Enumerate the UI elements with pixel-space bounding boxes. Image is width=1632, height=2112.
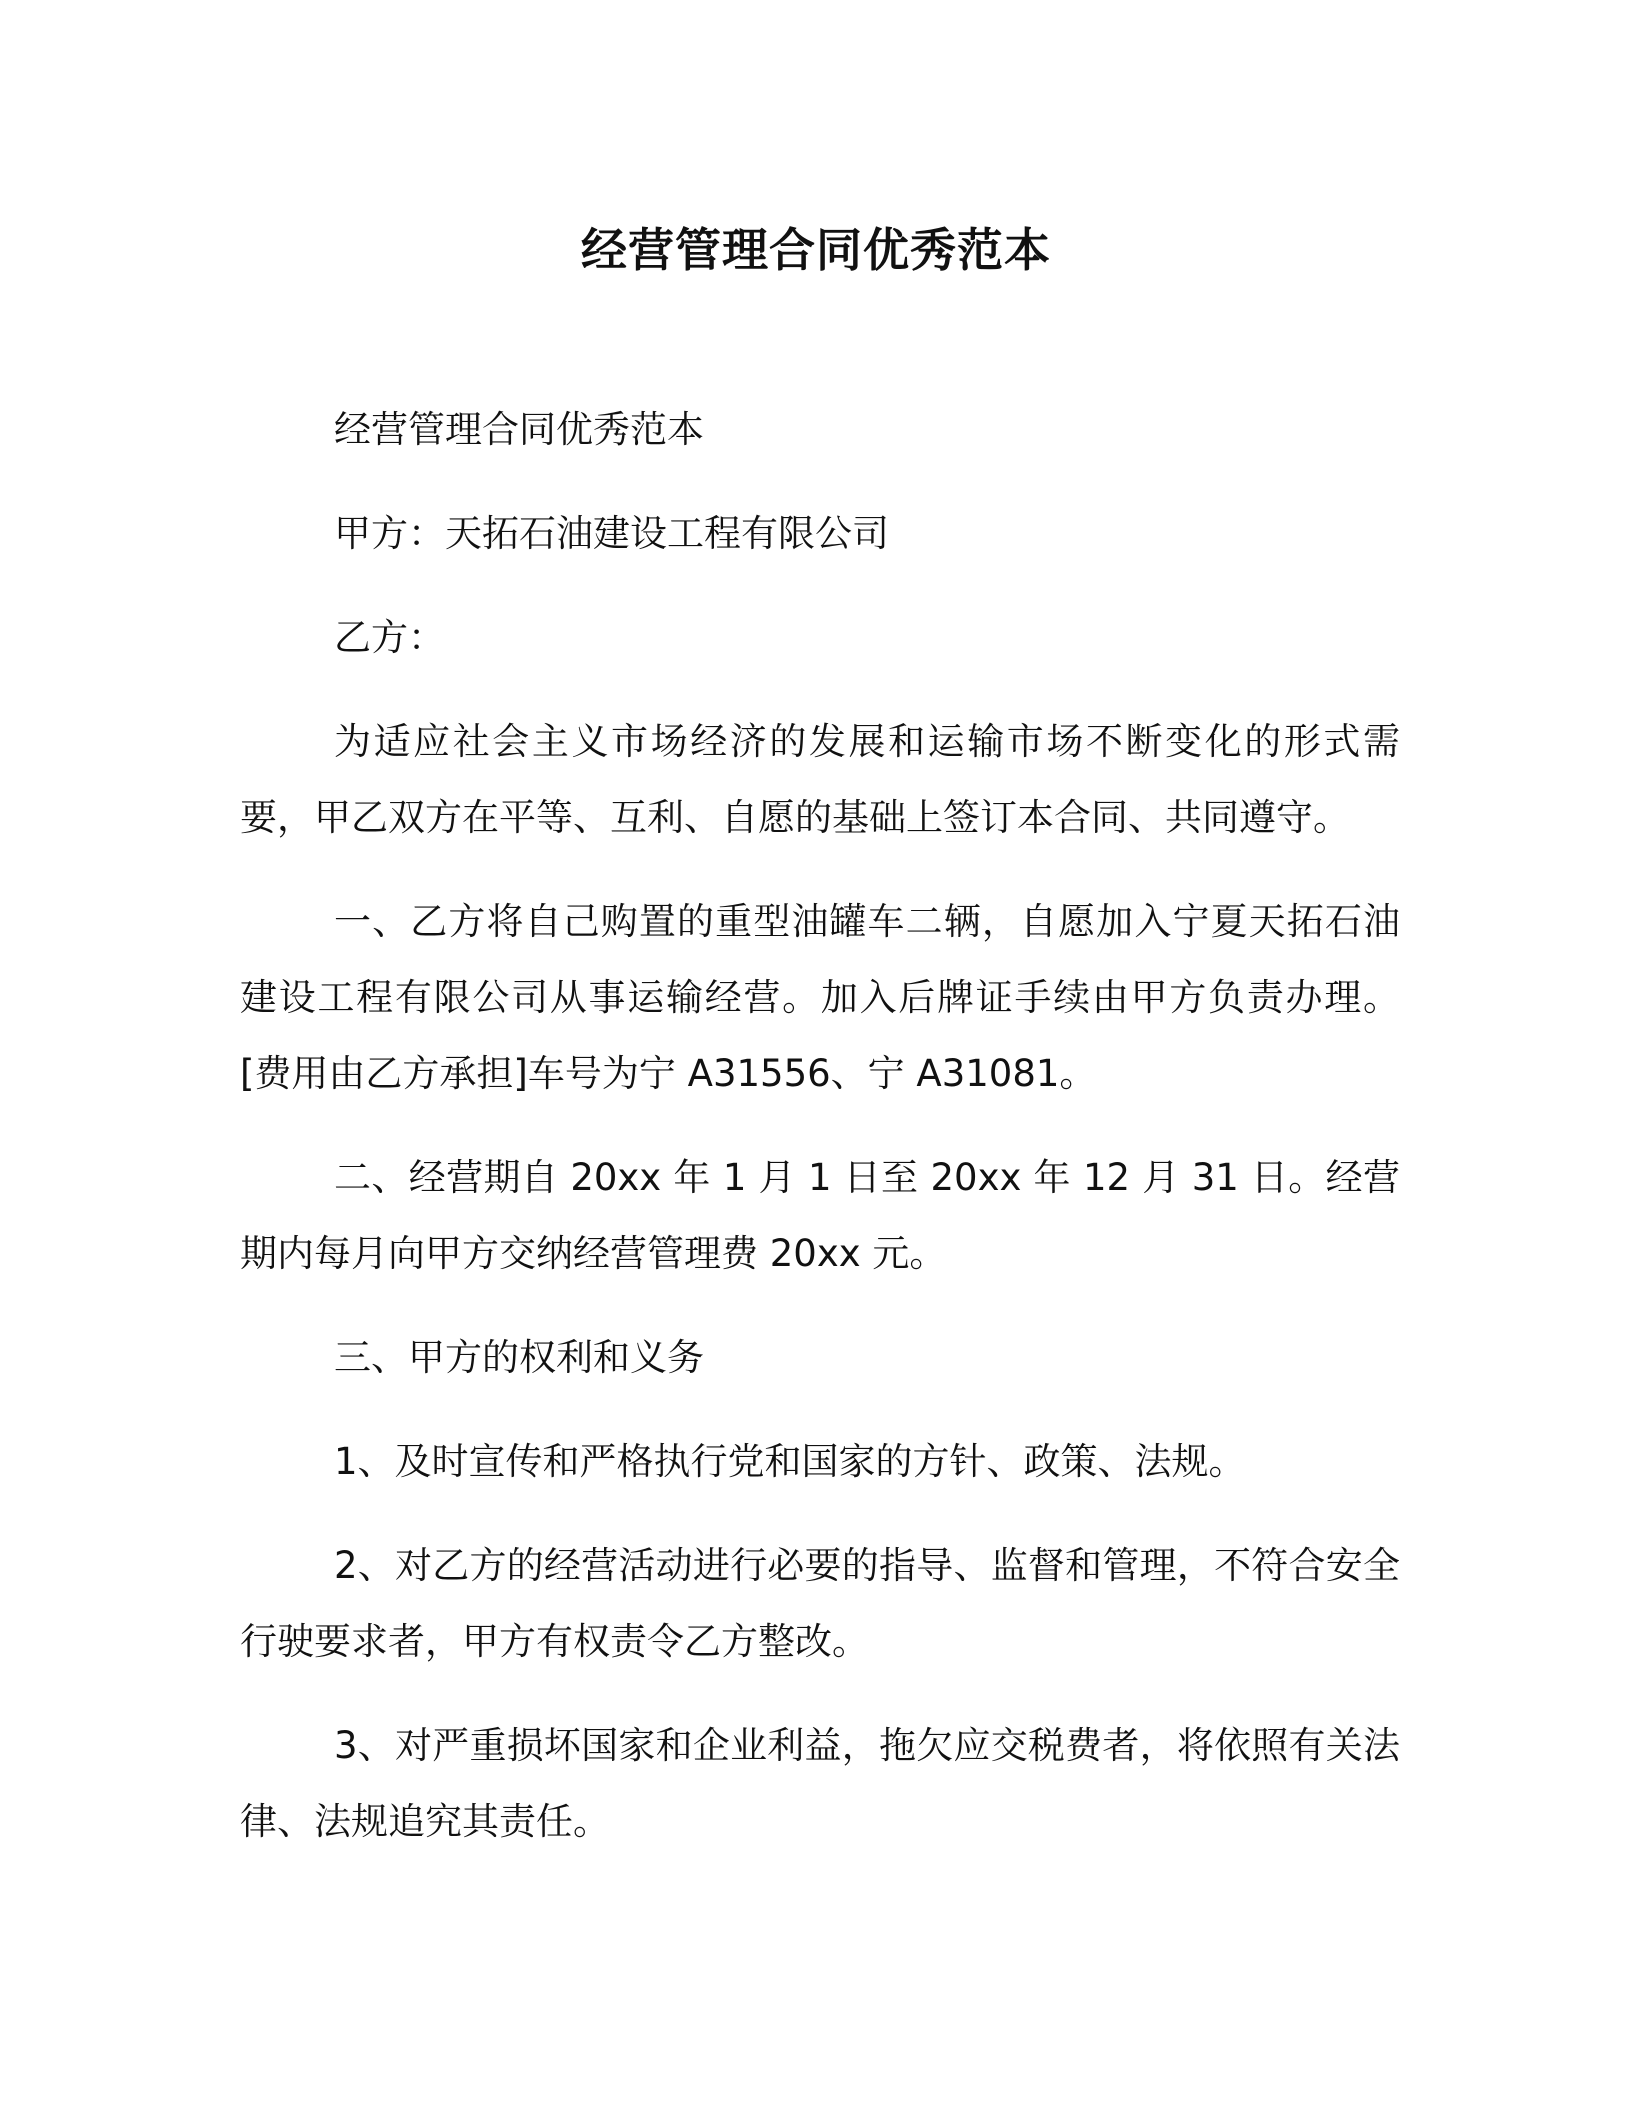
paragraph-party-a: 甲方：天拓石油建设工程有限公司 <box>334 512 889 555</box>
paragraph-subtitle: 经营管理合同优秀范本 <box>334 408 704 451</box>
paragraph-item-2: 2、对乙方的经营活动进行必要的指导、监督和管理，不符合安全行驶要求者，甲方有权责令乙方整改。 <box>240 1544 1400 1663</box>
paragraph-clause-3-heading: 三、甲方的权利和义务 <box>334 1336 704 1379</box>
paragraph-preamble: 为适应社会主义市场经济的发展和运输市场不断变化的形式需要，甲乙双方在平等、互利、自愿的基础上签订本合同、共同遵守。 <box>240 720 1400 839</box>
paragraph-party-b: 乙方： <box>334 616 445 659</box>
paragraph-clause-2: 二、经营期自 20xx 年 1 月 1 日至 20xx 年 12 月 31 日。经营期内每月向甲方交纳经营管理费 20xx 元。 <box>240 1156 1400 1275</box>
document-title: 经营管理合同优秀范本 <box>581 223 1051 277</box>
paragraph-clause-1: 一、乙方将自己购置的重型油罐车二辆，自愿加入宁夏天拓石油建设工程有限公司从事运输经营。加入后牌证手续由甲方负责办理。[费用由乙方承担]车号为宁 A31556、宁 A31081。 <box>240 900 1400 1095</box>
paragraph-item-1: 1、及时宣传和严格执行党和国家的方针、政策、法规。 <box>334 1440 1246 1483</box>
paragraph-item-3: 3、对严重损坏国家和企业利益，拖欠应交税费者，将依照有关法律、法规追究其责任。 <box>240 1724 1400 1843</box>
document-body <box>240 392 1400 1888</box>
